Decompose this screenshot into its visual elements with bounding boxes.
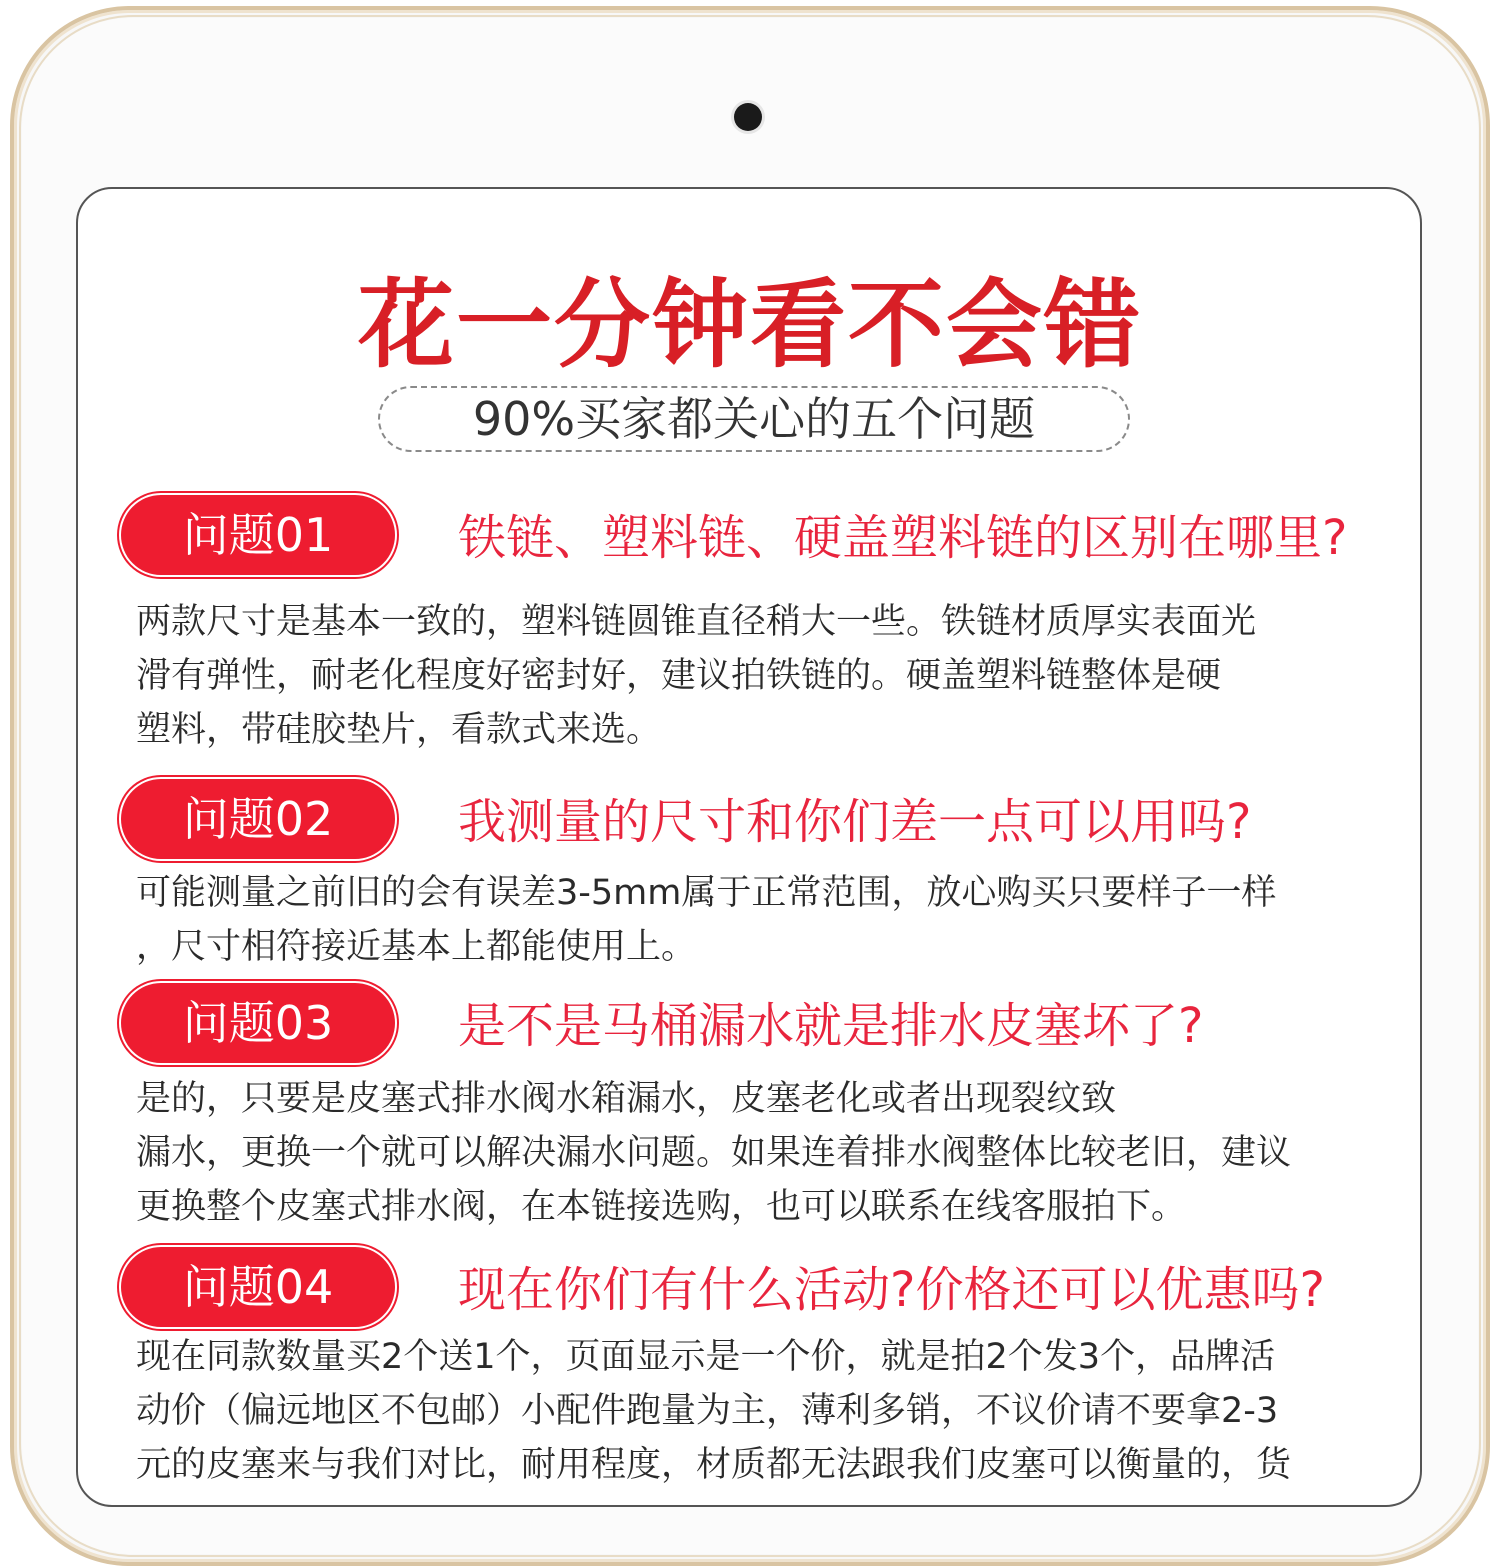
question-badge-02: 问题02 <box>124 782 392 856</box>
answer-line: 动价（偏远地区不包邮）小配件跑量为主，薄利多销，不议价请不要拿2-3 <box>136 1391 1279 1431</box>
answer-line: 漏水，更换一个就可以解决漏水问题。如果连着排水阀整体比较老旧，建议 <box>136 1133 1292 1173</box>
answer-line: 元的皮塞来与我们对比，耐用程度，材质都无法跟我们皮塞可以衡量的，货 <box>136 1445 1292 1485</box>
answer-line: 可能测量之前旧的会有误差3-5mm属于正常范围，放心购买只要样子一样 <box>136 873 1277 913</box>
question-title-03: 是不是马桶漏水就是排水皮塞坏了? <box>458 998 1204 1054</box>
question-title-01: 铁链、塑料链、硬盖塑料链的区别在哪里? <box>458 510 1348 566</box>
page-title: 花一分钟看不会错 <box>358 269 1142 381</box>
answer-line: 现在同款数量买2个送1个，页面显示是一个价，就是拍2个发3个，品牌活 <box>136 1337 1276 1377</box>
answer-01 <box>136 595 1386 757</box>
answer-03 <box>136 1072 1386 1234</box>
answer-04 <box>136 1330 1386 1492</box>
answer-line: 是的，只要是皮塞式排水阀水箱漏水，皮塞老化或者出现裂纹致 <box>136 1079 1117 1119</box>
answer-line: ，尺寸相符接近基本上都能使用上。 <box>136 927 697 967</box>
camera-icon <box>734 103 762 131</box>
question-badge-04: 问题04 <box>124 1250 392 1324</box>
question-badge-03: 问题03 <box>124 986 392 1060</box>
question-badge-01: 问题01 <box>124 498 392 572</box>
answer-line: 两款尺寸是基本一致的，塑料链圆锥直径稍大一些。铁链材质厚实表面光 <box>136 602 1257 642</box>
answer-02 <box>136 866 1386 974</box>
question-title-04: 现在你们有什么活动?价格还可以优惠吗? <box>458 1262 1325 1318</box>
question-title-02: 我测量的尺寸和你们差一点可以用吗? <box>458 794 1252 850</box>
subtitle-pill: 90%买家都关心的五个问题 <box>378 386 1130 452</box>
answer-line: 滑有弹性，耐老化程度好密封好，建议拍铁链的。硬盖塑料链整体是硬 <box>136 656 1222 696</box>
answer-line: 塑料，带硅胶垫片，看款式来选。 <box>136 710 662 750</box>
answer-line: 更换整个皮塞式排水阀，在本链接选购，也可以联系在线客服拍下。 <box>136 1187 1187 1227</box>
